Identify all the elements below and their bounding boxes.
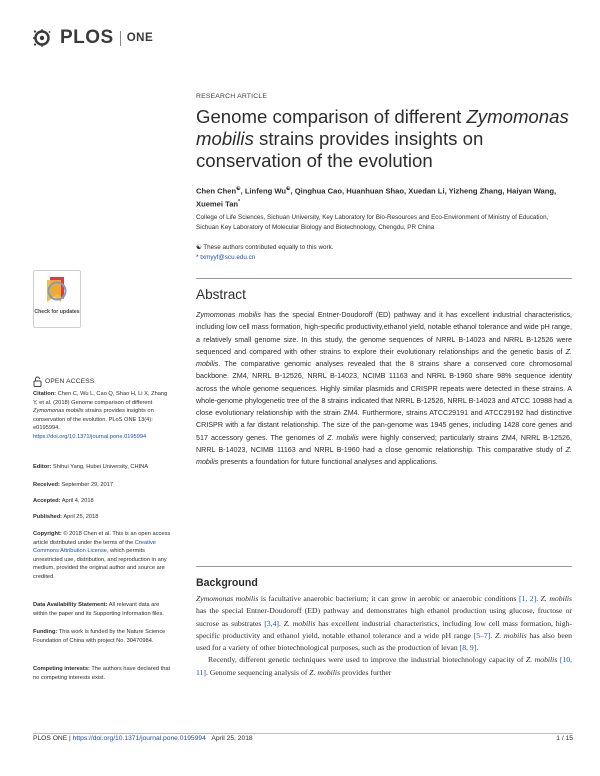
page-footer	[33, 735, 573, 742]
citation-text: Chen C, Wu L, Cao Q, Shao H, Li X, Zhang Y, et al. (2018) Genome comparison of different	[33, 391, 168, 406]
footer-date: April 25, 2018	[211, 735, 253, 742]
author-mark: *	[238, 198, 241, 205]
published-line	[33, 513, 173, 522]
funding-label: Funding:	[33, 629, 58, 635]
italic-term: Z. mobilis	[283, 618, 316, 628]
accepted-text: April 4, 2018	[60, 498, 94, 504]
competing-interests-label: Competing interests:	[33, 666, 90, 672]
article-title	[196, 106, 572, 172]
italic-term: Zymomonas mobilis	[196, 311, 261, 319]
plos-logo-icon	[33, 29, 57, 47]
italic-term: Z. mobilis	[525, 655, 558, 665]
license-link[interactable]: Creative Commons Attribution License	[33, 539, 156, 555]
author-name[interactable]: Linfeng Wu	[244, 186, 287, 196]
title-part2: strains provides insights on conservation of the evolution	[196, 128, 484, 171]
data-availability-block	[33, 601, 173, 618]
author-notes	[196, 243, 572, 262]
footer-separator: |	[67, 735, 73, 742]
background-paragraph: Recently, different genetic techniques were used to improve the industrial biotechnology capacity of Z. mobilis [10, 11]. Genome sequencing analysis of Z. mobilis provides further	[196, 655, 573, 677]
background-paragraph: Zymomonas mobilis is facultative anaerobic bacterium; it can grow in aerobic or anaerobic conditions [1, 2]. Z. mobilis has the special Entner-Doudoroff (ED) pathway and demonstrates high ethanol production using glucose, fructose or sucrose as substrates [3,4]. Z. mobilis has excellent industrial characteristics, including low cell mass formation, high-specific productivity and ethanol yield, notable ethanol tolerance and a wide pH range [5–7]. Z. mobilis has also been used for a variety of other biotechnological purposes, such as the production of levan [8, 9].	[196, 594, 573, 653]
copyright-text-cont: , which permits unrestricted use, distribution, and reproduction in any medium, provided the original author and source are credited.	[33, 548, 167, 580]
abstract-heading: Abstract	[196, 287, 246, 302]
check-for-updates-badge[interactable]	[33, 270, 81, 328]
logo-text: PLOS	[60, 27, 114, 48]
author-name[interactable]: Haiyan Wang	[506, 186, 555, 196]
author-mark: ☯	[286, 186, 291, 192]
reference-link[interactable]: [5–7]	[473, 630, 491, 640]
editor-text: Shihui Yang, Hubei University, CHINA	[51, 464, 149, 470]
italic-term: Z. mobilis	[309, 667, 341, 677]
equal-contribution-note: ☯ These authors contributed equally to this work.	[196, 244, 334, 251]
corresponding-author-note	[196, 253, 572, 263]
author-list: Chen Chen☯, Linfeng Wu☯, Qinghua Cao, Huanhuan Shao, Xuedan Li, Yizheng Zhang, Haiyan Wang, Xuemei Tan*	[196, 186, 557, 209]
reference-link[interactable]: [3,4]	[264, 618, 279, 628]
italic-term: Z. mobilis	[540, 594, 572, 603]
competing-interests-text: The authors have declared that no competing interests exist.	[33, 666, 171, 681]
author-name[interactable]: Huanhuan Shao	[346, 186, 405, 196]
affiliation: College of Life Sciences, Sichuan University, Key Laboratory for Bio-Resources and Eco-Environment of Ministry of Education, Sichuan Key Laboratory of Molecular Biology and Biotechnology, Chengdu, PR China	[196, 214, 549, 231]
received-text: September 29, 2017	[59, 482, 113, 488]
logo-divider	[120, 31, 121, 46]
update-bookmark-icon	[34, 271, 80, 311]
plos-one-logo[interactable]	[33, 27, 153, 49]
funding-block	[33, 628, 173, 645]
author-name[interactable]: Qinghua Cao	[294, 186, 342, 196]
background-text	[196, 593, 572, 679]
data-availability-text: All relevant data are within the paper and its Supporting Information files.	[33, 602, 164, 617]
published-text: April 25, 2018	[62, 514, 99, 520]
italic-term: Zymomonas mobilis	[196, 594, 259, 603]
accepted-label: Accepted:	[33, 498, 61, 504]
background-heading: Background	[196, 577, 258, 589]
footer-divider	[33, 733, 573, 734]
author-name[interactable]: Xuedan Li	[408, 186, 445, 196]
citation-text-cont: strains provides insights on conservation of the evolution. PLoS ONE 13(4): e0195994.	[33, 408, 154, 432]
reference-link[interactable]: [8, 9]	[459, 643, 477, 653]
italic-term: Z. mobilis	[327, 433, 359, 442]
published-label: Published:	[33, 514, 63, 520]
accepted-line	[33, 497, 173, 506]
author-email-link[interactable]: txmyyf@scu.edu.cn	[200, 253, 256, 261]
citation-doi-link[interactable]: https://doi.org/10.1371/journal.pone.0195994	[33, 433, 147, 440]
author-mark: ☯	[236, 186, 241, 192]
editor-line	[33, 463, 173, 472]
title-italic: Zymomonas mobilis	[196, 106, 569, 149]
italic-term: Z. mobilis	[196, 347, 572, 368]
editor-label: Editor:	[33, 464, 52, 470]
copyright-block	[33, 530, 173, 582]
check-label: Check for updates	[34, 309, 80, 315]
open-access-label: OPEN ACCESS	[45, 378, 95, 385]
corresponding-mark: *	[196, 253, 201, 261]
article-type: RESEARCH ARTICLE	[196, 93, 268, 100]
copyright-text: © 2018 Chen et al. This is an open access article distributed under the terms of the	[33, 531, 171, 546]
page-number: 1 / 15	[556, 735, 573, 742]
received-line	[33, 481, 173, 490]
title-part1: Genome comparison of different	[196, 106, 467, 127]
reference-link[interactable]: [1, 2]	[518, 594, 537, 603]
footer-doi-link[interactable]: https://doi.org/10.1371/journal.pone.0195994	[72, 735, 206, 742]
citation-label: Citation:	[33, 391, 57, 397]
received-label: Received:	[33, 482, 60, 488]
footer-journal: PLOS ONE	[33, 735, 68, 742]
author-name[interactable]: Yizheng Zhang	[448, 186, 503, 196]
funding-text: This work is funded by the Nature Science Foundation of China with project No. 30470984.	[33, 629, 166, 644]
copyright-label: Copyright:	[33, 531, 62, 537]
author-name[interactable]: Xuemei Tan	[196, 199, 239, 209]
abstract-text: Zymomonas mobilis has the special Entner-Doudoroff (ED) pathway and it has excellent industrial characteristics, including low cell mass formation, high-specific productivity,ethanol yield, notable ethanol tolerance and wide pH range, a relatively small genome size. In this study, the genome sequences of NRRL B-14023 and NRRL B-12526 were sequenced and compared with other strains to explore their evolutionary relationships and the genetic basis of Z. mobilis. The comparative genomic analyses revealed that the 8 strains share a conserved core chromosomal backbone. ZM4, NRRL B-12526, NRRL B-14023, NCIMB 11163 and NRRL B-1960 share 98% sequence identity across the whole genome sequences. Highly similar plasmids and CRISPR repeats were detected in these strains. A whole-genome phylogenetic tree of the 8 strains indicated that NRRL B-12526, NRRL B-14023 and ATCC 10988 had a close evolutionary relationship with the strain ZM4. Furthermore, strains ATCC29191 and ATCC29192 had distinctive CRISPR with a far distant relationship. The size of the pan-genome was 1945 genes, including 1428 core genes and 517 accessory genes. The genomes of Z. mobilis were highly conserved; particularly strains ZM4, NRRL B-12526, NRRL B-14023, NCIMB 11163 and NRRL B-1960 had a close genomic relationship. This comparative study of Z. mobilis presents a foundation for future functional analyses and applications.	[196, 311, 572, 466]
section-divider	[196, 278, 572, 279]
italic-term: Z. mobilis	[494, 630, 527, 640]
competing-interests-block	[33, 665, 173, 682]
open-lock-icon	[33, 376, 42, 387]
journal-name: ONE	[126, 32, 154, 44]
citation-italic: Zymomonas mobilis	[33, 408, 84, 415]
data-availability-label: Data Availability Statement:	[33, 602, 108, 608]
open-access-badge	[33, 376, 94, 387]
reference-link[interactable]: [10, 11]	[196, 655, 573, 677]
author-name[interactable]: Chen Chen	[196, 186, 237, 196]
section-divider	[196, 566, 572, 567]
italic-term: Z. mobilis	[196, 445, 572, 466]
citation-block	[33, 390, 173, 442]
